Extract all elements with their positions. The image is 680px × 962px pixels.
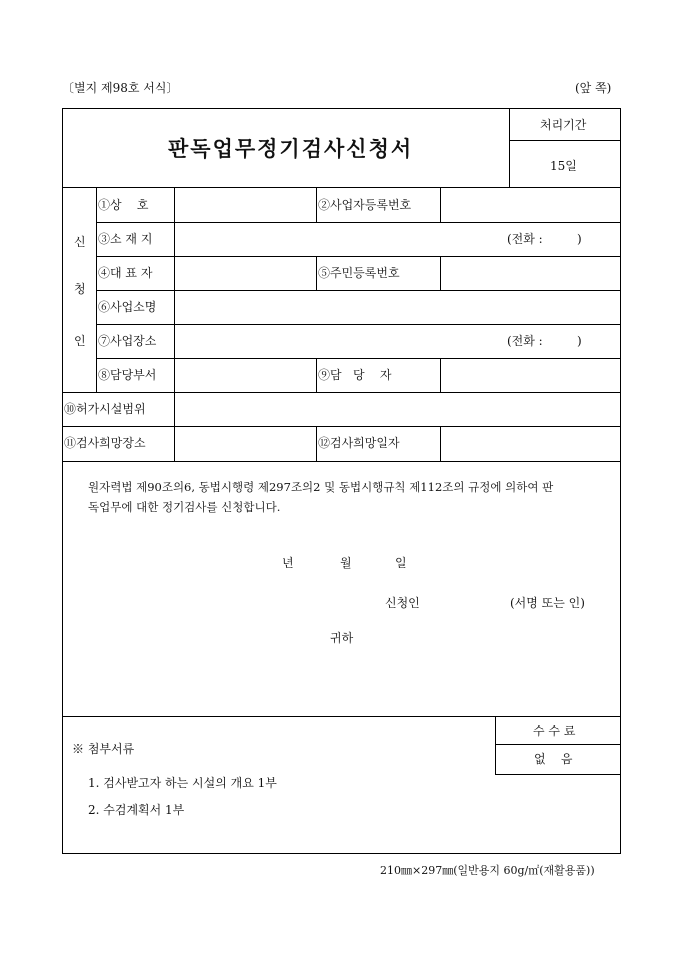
frame-right — [620, 108, 621, 854]
row-line-1 — [62, 187, 621, 188]
applicant-label-2: 청 — [74, 282, 86, 296]
fee-bottom-line — [495, 774, 621, 775]
business-name-label: ⑥사업소명 — [98, 300, 157, 314]
processing-value: 15일 — [550, 159, 577, 173]
mid-col-divider-3 — [316, 358, 317, 392]
label-col-divider — [174, 187, 175, 461]
paper-spec-footer: 210㎜×297㎜(일반용지 60g/㎡(재활용품)) — [380, 864, 595, 877]
inspection-place-label: ⑪검사희망장소 — [64, 436, 146, 450]
mid-col-divider-2 — [316, 256, 317, 290]
attachment-item-2: 2. 수검계획서 1부 — [88, 803, 185, 817]
permit-scope-label: ⑩허가시설범위 — [64, 402, 146, 416]
address-label: ③소 재 지 — [98, 232, 153, 246]
person-in-charge-label: ⑨담 당 자 — [318, 368, 392, 382]
frame-top — [62, 108, 621, 109]
form-title: 판독업무정기검사신청서 — [168, 136, 414, 161]
date-month: 월 — [340, 556, 352, 570]
attachments-title: ※ 첨부서류 — [72, 742, 135, 756]
resident-reg-no-label: ⑤주민등록번호 — [318, 266, 400, 280]
fee-label: 수 수 료 — [533, 724, 576, 738]
department-label: ⑧담당부서 — [98, 368, 157, 382]
representative-label: ④대 표 자 — [98, 266, 153, 280]
applicant-label-3: 인 — [74, 334, 86, 348]
value-col-divider-2 — [440, 256, 441, 290]
mid-col-divider-4 — [316, 426, 317, 461]
processing-divider — [509, 140, 620, 141]
row-line-9 — [62, 461, 621, 462]
signature-note: (서명 또는 인) — [510, 596, 585, 610]
frame-left — [62, 108, 63, 854]
page-side-label: (앞 쪽) — [575, 81, 612, 95]
business-reg-no-label: ②사업자등록번호 — [318, 198, 412, 212]
applicant-group-divider — [96, 187, 97, 392]
statement-line-2: 독업무에 대한 정기검사를 신청합니다. — [88, 500, 281, 514]
applicant-sign-label: 신청인 — [385, 596, 420, 610]
business-place-label: ⑦사업장소 — [98, 334, 157, 348]
inspection-date-label: ⑫검사희망일자 — [318, 436, 400, 450]
date-day: 일 — [395, 556, 407, 570]
fee-row-divider — [495, 744, 621, 745]
fee-col-divider — [495, 716, 496, 774]
title-divider — [509, 108, 510, 187]
value-col-divider-1 — [440, 187, 441, 222]
processing-label: 처리기간 — [540, 118, 587, 132]
fee-value: 없 음 — [534, 752, 573, 766]
address-phone: (전화 : ) — [507, 232, 582, 246]
trade-name-label: ①상 호 — [98, 198, 149, 212]
statement-line-1: 원자력법 제90조의6, 동법시행령 제297조의2 및 동법시행규칙 제112조의 규정에 의하여 판 — [88, 480, 554, 494]
applicant-label-1: 신 — [74, 235, 86, 249]
value-col-divider-4 — [440, 426, 441, 461]
bottom-block-line — [62, 716, 621, 717]
row-line-7 — [62, 392, 621, 393]
date-year: 년 — [282, 556, 294, 570]
attachment-item-1: 1. 검사받고자 하는 시설의 개요 1부 — [88, 776, 277, 790]
form-number: 〔별지 제98호 서식〕 — [62, 81, 179, 95]
value-col-divider-3 — [440, 358, 441, 392]
row-line-8 — [62, 426, 621, 427]
frame-bottom — [62, 853, 621, 854]
addressee: 귀하 — [330, 631, 354, 645]
mid-col-divider-1 — [316, 187, 317, 222]
place-phone: (전화 : ) — [507, 334, 582, 348]
